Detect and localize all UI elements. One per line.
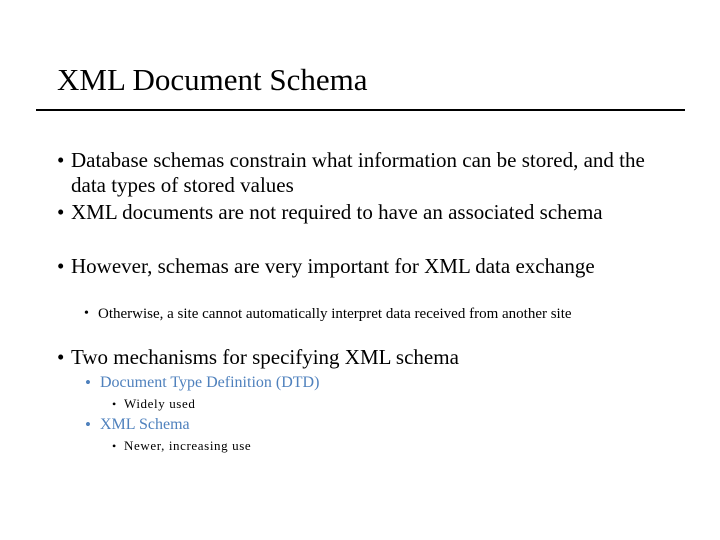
bullet-marker: • — [57, 345, 65, 369]
slide-title: XML Document Schema — [57, 62, 368, 97]
subbullet-otherwise — [84, 305, 644, 323]
bullet-marker: • — [112, 439, 117, 453]
title-divider — [36, 109, 685, 111]
bullet-database-schemas — [57, 148, 677, 198]
bullet-two-mechanisms — [57, 345, 677, 370]
bullet-marker: • — [57, 200, 65, 224]
bullet-text: XML Schema — [100, 416, 190, 433]
bullet-schemas-important — [57, 254, 677, 279]
bullet-text: Otherwise, a site cannot automatically interpret data received from another site — [98, 306, 572, 322]
bullet-text: Document Type Definition (DTD) — [100, 374, 320, 391]
bullet-text: Database schemas constrain what information can be stored, and the data types of stored values — [71, 148, 645, 197]
bullet-marker: • — [57, 254, 65, 278]
subbullet-xml-schema — [85, 415, 645, 435]
bullet-text: Newer, increasing use — [124, 438, 252, 453]
bullet-text: Widely used — [124, 396, 196, 411]
subbullet-dtd — [85, 373, 645, 393]
bullet-text: However, schemas are very important for XML data exchange — [71, 254, 595, 278]
subsubbullet-newer — [112, 438, 512, 454]
bullet-text: Two mechanisms for specifying XML schema — [71, 345, 459, 369]
bullet-marker: • — [85, 373, 91, 392]
bullet-xml-not-required — [57, 200, 677, 225]
subsubbullet-widely-used — [112, 396, 512, 412]
bullet-marker: • — [84, 306, 89, 321]
bullet-marker: • — [57, 148, 65, 172]
bullet-text: XML documents are not required to have an associated schema — [71, 200, 603, 224]
bullet-marker: • — [85, 415, 91, 434]
bullet-marker: • — [112, 397, 117, 411]
